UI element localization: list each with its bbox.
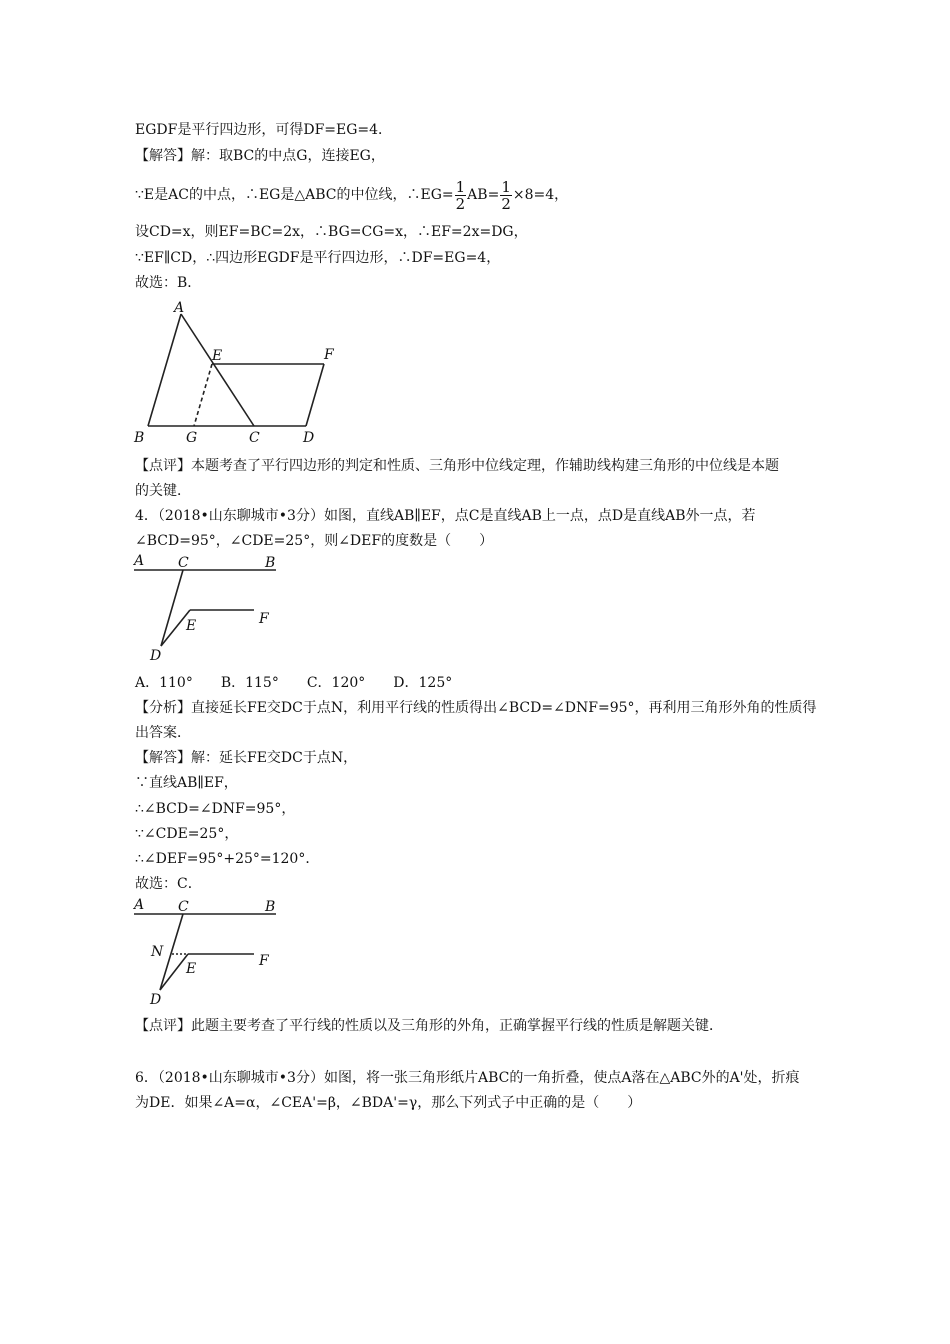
question-text: ∠BCD=95°，∠CDE=25°，则∠DEF的度数是（ ） (135, 533, 494, 549)
fraction-numerator: 1 (501, 177, 511, 196)
label-A: A (134, 897, 145, 913)
text-line: ∵直线AB∥EF， (135, 775, 238, 791)
fraction-denominator: 2 (455, 194, 466, 213)
text-line: 设CD=x，则EF=BC=2x，∴BG=CG=x，∴EF=2x=DG， (135, 224, 528, 240)
text-line: EGDF是平行四边形，可得DF=EG=4． (135, 122, 393, 138)
label-C: C (178, 555, 189, 571)
label-G: G (186, 430, 198, 446)
label-E: E (186, 618, 197, 634)
answer-heading: 【解答】解：延长FE交DC于点N， (135, 750, 358, 766)
answer-heading: 【解答】解：取BC的中点G，连接EG， (135, 148, 385, 164)
text-line: 的关键． (135, 483, 191, 499)
label-C: C (249, 430, 260, 446)
text-line: 故选：B． (135, 275, 202, 291)
label-D: D (150, 992, 162, 1008)
fraction-half (500, 179, 512, 212)
text-line: ∵∠CDE=25°， (135, 826, 239, 842)
comment-heading: 【点评】本题考查了平行四边形的判定和性质、三角形中位线定理，作辅助线构建三角形的中位线是本题 (135, 458, 779, 474)
label-D: D (150, 648, 162, 664)
comment-heading: 【点评】此题主要考查了平行线的性质以及三角形的外角，正确掌握平行线的性质是解题关键． (135, 1018, 723, 1034)
text-line: 故选：C． (135, 876, 202, 892)
fraction-denominator: 2 (501, 194, 511, 213)
text-line: ∴∠DEF=95°+25°=120°． (135, 851, 320, 867)
text-line: ∴∠BCD=∠DNF=95°， (135, 801, 296, 817)
fraction-half (455, 179, 467, 212)
label-F: F (259, 953, 269, 969)
fraction-numerator: 1 (455, 177, 466, 196)
extended-line-figure (128, 894, 288, 1008)
question-text: 为DE．如果∠A=α，∠CEA'=β，∠BDA'=γ，那么下列式子中正确的是（ ） (135, 1095, 642, 1111)
question-text: 6．（2018•山东聊城市•3分）如图，将一张三角形纸片ABC的一角折叠，使点A落在△ABC外的A'处，折痕 (135, 1070, 800, 1086)
text-line: 出答案． (135, 725, 191, 741)
label-B: B (265, 555, 276, 571)
label-B: B (265, 899, 276, 915)
formula-text: ×8=4， (512, 187, 569, 203)
formula-text: AB= (467, 187, 500, 203)
analysis-heading: 【分析】直接延长FE交DC于点N，利用平行线的性质得出∠BCD=∠DNF=95°，再利用三角形外角的性质得 (135, 700, 817, 716)
label-N: N (151, 944, 164, 960)
label-D: D (303, 430, 315, 446)
label-A: A (174, 300, 185, 316)
formula-line (135, 175, 568, 215)
text-line: ∵EF∥CD，∴四边形EGDF是平行四边形，∴DF=EG=4， (135, 250, 501, 266)
label-F: F (324, 347, 334, 363)
label-C: C (178, 899, 189, 915)
parallelogram-figure (128, 298, 348, 448)
label-B: B (134, 430, 145, 446)
parallel-lines-figure (128, 552, 288, 664)
question-text: 4．（2018•山东聊城市•3分）如图，直线AB∥EF，点C是直线AB上一点，点D是直线AB外一点，若 (135, 508, 756, 524)
formula-text: ∵E是AC的中点，∴EG是△ABC的中位线，∴EG= (135, 187, 454, 203)
label-E: E (212, 348, 223, 364)
answer-options: A．110° B．115° C．120° D．125° (135, 675, 453, 691)
label-F: F (259, 611, 269, 627)
label-A: A (134, 553, 145, 569)
label-E: E (186, 961, 197, 977)
